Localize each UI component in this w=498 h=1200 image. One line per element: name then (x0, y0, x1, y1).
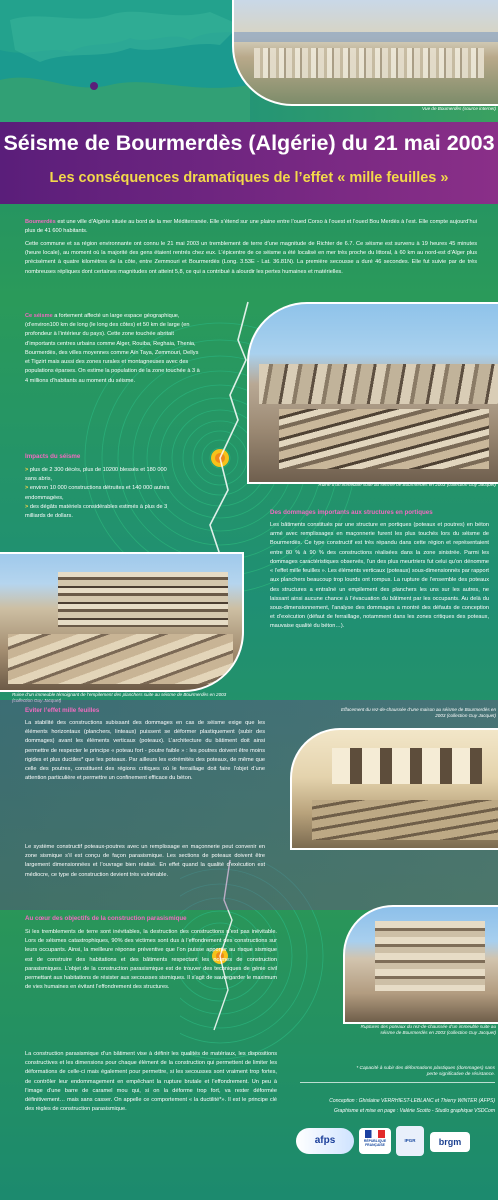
eviter-paragraph-2: Le système constructif poteaux-poutres avec un remplissage en maçonnerie peut convenir en zone sismique s’il est conçu de façon parasismique. Les sections de poteaux doivent être largement dimensionnées et l’ouvrage bien réalisé. En effet quand la qualité d’exécution est médiocre, ce type de construction devient très vulnérable. (25, 844, 265, 878)
afps-logo: afps (296, 1128, 354, 1154)
ipgr-logo: IPGR (396, 1126, 424, 1156)
photo4-caption: Ruptures des poteaux du rez-de-chaussée d’un immeuble suite au séisme de Bourmerdès en 2003 (collection Guy Jacquet) (360, 1024, 496, 1035)
impacts-title: Impacts du séisme (25, 453, 81, 460)
photo3-caption: Effacement du rez-de-chaussée d’une maison au séisme de Bourmerdès en 2003 (collection Guy Jacquet) (341, 707, 496, 718)
stacked-floors-photo (0, 552, 244, 692)
dommages-paragraph: Les bâtiments constitués par une structure en portiques (poteaux et poutres) en béton armé avec remplissages en maçonnerie furent les plus touchés lors du séisme de Bourmerdès. Ce type constructif est très répandu dans cette région et représentaient entre 80 % à 90 % des constructions réalisées dans la zone sinistrée. Parmi les dommages caractéristiques observés, l’un des plus meurtriers fut celui qu’on dénomme « l’effet mille feuilles ». Les éléments verticaux (poteaux) sous-dimensionnés par rapport aux planchers beaucoup trop lourds ont rompus. La rupture de l’ensemble des poteaux des structures a entraîné un empilement des planchers les uns sur les autres, ne laissant ainsi aucune chance à l’évacuation du bâtiment par les occupants. Au delà du sous-dimensionnement, l’analyse des dommages a montré des défauts de conception et d’exécution (défaut de ferraillage, notamment dans les zones critiques des poteaux, mauvaise qualité du béton…). (270, 522, 489, 630)
mediterranean-map (0, 0, 250, 122)
photo1-caption: Ruine d’un immeuble suite au séisme de Bourmerdès en 2003 (collection Guy Jacquet) (318, 482, 496, 487)
seisme-paragraph: Ce séisme a fortement affecté un large espace géographique, (d’environ100 km de long (le long des côtes) et 50 km de large (en profondeur à l’intérieur du pays). Cette zone touchée abritait d’importants centres urbains comme Alger, Rouiba, Reghaia, Thenia, Bourmerdès, des villes moyennes comme Aïn Taya, Zemmouri, Dellys et Tigzirt mais aussi des zones rurales et montagneuses avec des populations éparses. On estime la population de la zone touchée à 3 à 4 millions d’habitants au moment du séisme. (25, 313, 200, 384)
objectifs-title: Au cœur des objectifs de la construction parasismique (25, 915, 187, 922)
brgm-logo: brgm (430, 1132, 470, 1152)
boumerdes-location-dot (90, 82, 98, 90)
intro-paragraph-2: Cette commune et sa région environnante ont connu le 21 mai 2003 un tremblement de terre d’une magnitude de Richter de 6.7. Ce séisme est survenu à 19 heures 45 minutes (heure locale), au moment où la majorité des gens étaient rentrés chez eux. L’épicentre de ce séisme a été localisé en mer très proche du littoral, à 60 km au nord-est d’Alger plus précisément à quatre kilomètres de la côte, entre Zemmouri et Bourmerdès (Long. 3.53E - Lat. 36.81N). La première secousse a duré 46 secondes. Elle fut suivie par de très nombreuses répliques dont certaines magnitudes ont atteint 5,8, ce qui a contribué à alourdir les pertes humaines et matérielles. (25, 241, 477, 275)
impacts-item: > des dégâts matériels considérables estimés à plus de 3 milliards de dollars. (25, 503, 168, 520)
boumerdes-view-photo (232, 0, 498, 106)
divider (300, 1082, 495, 1083)
credits-line-2: Graphisme et mise en page : Valérie Scotto - Studio graphique VSDCom (333, 1108, 495, 1114)
objectifs-paragraph-2: La construction parasismique d’un bâtiment vise à définir les qualités de matériaux, les dispositions constructives et les dimensions pour chaque élément de la construction qui permettent de limiter les déformations de celle-ci mais également pour permettre, si les secousses sont vraiment trop fortes, de contrôler leur endommagement en empêchant la rupture brutale et l’effondrement. Un peu à l’image d’une barre de caramel mou qui, si on la déforme trop fort, va rester déformée définitivement… mais sans casser. On appelle ce comportement « la ductilité*». Il est le principe clé des règles de construction parasismique. (25, 1051, 277, 1113)
impacts-item: > plus de 2 300 décès, plus de 10200 blessés et 180 000 sans abris, (25, 467, 167, 483)
broken-columns-photo (343, 905, 498, 1024)
collapsed-building-photo (247, 302, 498, 484)
credits-line-1: Conception : Ghislaine VERRHIEST-LEBLANC et Thierry WINTER (AFPS) (329, 1098, 495, 1104)
ground-floor-collapse-photo (290, 728, 498, 850)
eviter-paragraph-1: La stabilité des constructions subissant des dommages en cas de séisme exige que les éléments horizontaux (planchers, linteaux) puissent se déformer plastiquement (subir des dommages) avant les éléments verticaux (poteaux). L’architecture du bâtiment doit ainsi permettre de respecter le principe « poteau fort - poutre faible » : les poutres doivent être moins rigides et plus ductiles* que les poteaux. Par ailleurs les extrémités des poteaux, de même que celle des poutres, constituent des régions critiques où le ferraillage doit faire l’objet d’une attention particulière et permettre un confinement efficace du béton. (25, 720, 265, 782)
impacts-list (25, 466, 175, 521)
republique-francaise-logo: RÉPUBLIQUE FRANÇAISE (359, 1128, 391, 1154)
objectifs-paragraph-1: Si les tremblements de terre sont inévitables, la destruction des constructions n’est pas inévitable. Lors de séismes catastrophiques, 90% des victimes sont dus à l’effondrement des constructions sur leurs occupants. Ainsi, la meilleure réponse préventive que l’on puisse apporter au risque sismique est de construire des habitations et des bâtiments respectant les normes de construction parasismiques. L’objet de la construction parasismique est de trouver des techniques de génie civil permettant aux habitations de résister aux secousses sismiques. Il s’agit de sauvegarder le maximum de vies humaines en évitant l’effondrement des structures. (25, 929, 277, 991)
intro-paragraph-1: Boumerdès est une ville d’Algérie située au bord de la mer Méditerranée. Elle s’étend sur une plaine entre l’oued Corso à l’ouest et l’oued Bou Merdès à l’est. Elle compte aujourd’hui plus de 41 600 habitants. (25, 219, 477, 235)
impacts-item: > environ 10 000 constructions détruites et 140 000 autres endommagées, (25, 485, 170, 501)
page-subtitle: Les conséquences dramatiques de l’effet « mille feuilles » (49, 170, 449, 186)
dommages-title: Des dommages importants aux structures en portiques (270, 509, 433, 516)
tricolor-flag-icon (365, 1130, 385, 1138)
ductility-footnote: * Capacité à subir des déformations plastiques (dommages) sans perte significative de résistance. (356, 1066, 495, 1078)
header-photo-caption: Vue de Boumerdès (source internet) (422, 106, 496, 111)
eviter-title: Eviter l’effet mille feuilles (25, 707, 100, 714)
intro-lead: Boumerdès (25, 219, 56, 225)
page-title: Séisme de Bourmerdès (Algérie) du 21 mai 2003 (3, 131, 495, 155)
header-band (0, 0, 498, 122)
photo2-caption: Ruine d’un immeuble témoignant de l’empilement des planchers suite au séisme de Bourmerdès en 2003 (collection Guy Jacquet) (12, 692, 227, 703)
